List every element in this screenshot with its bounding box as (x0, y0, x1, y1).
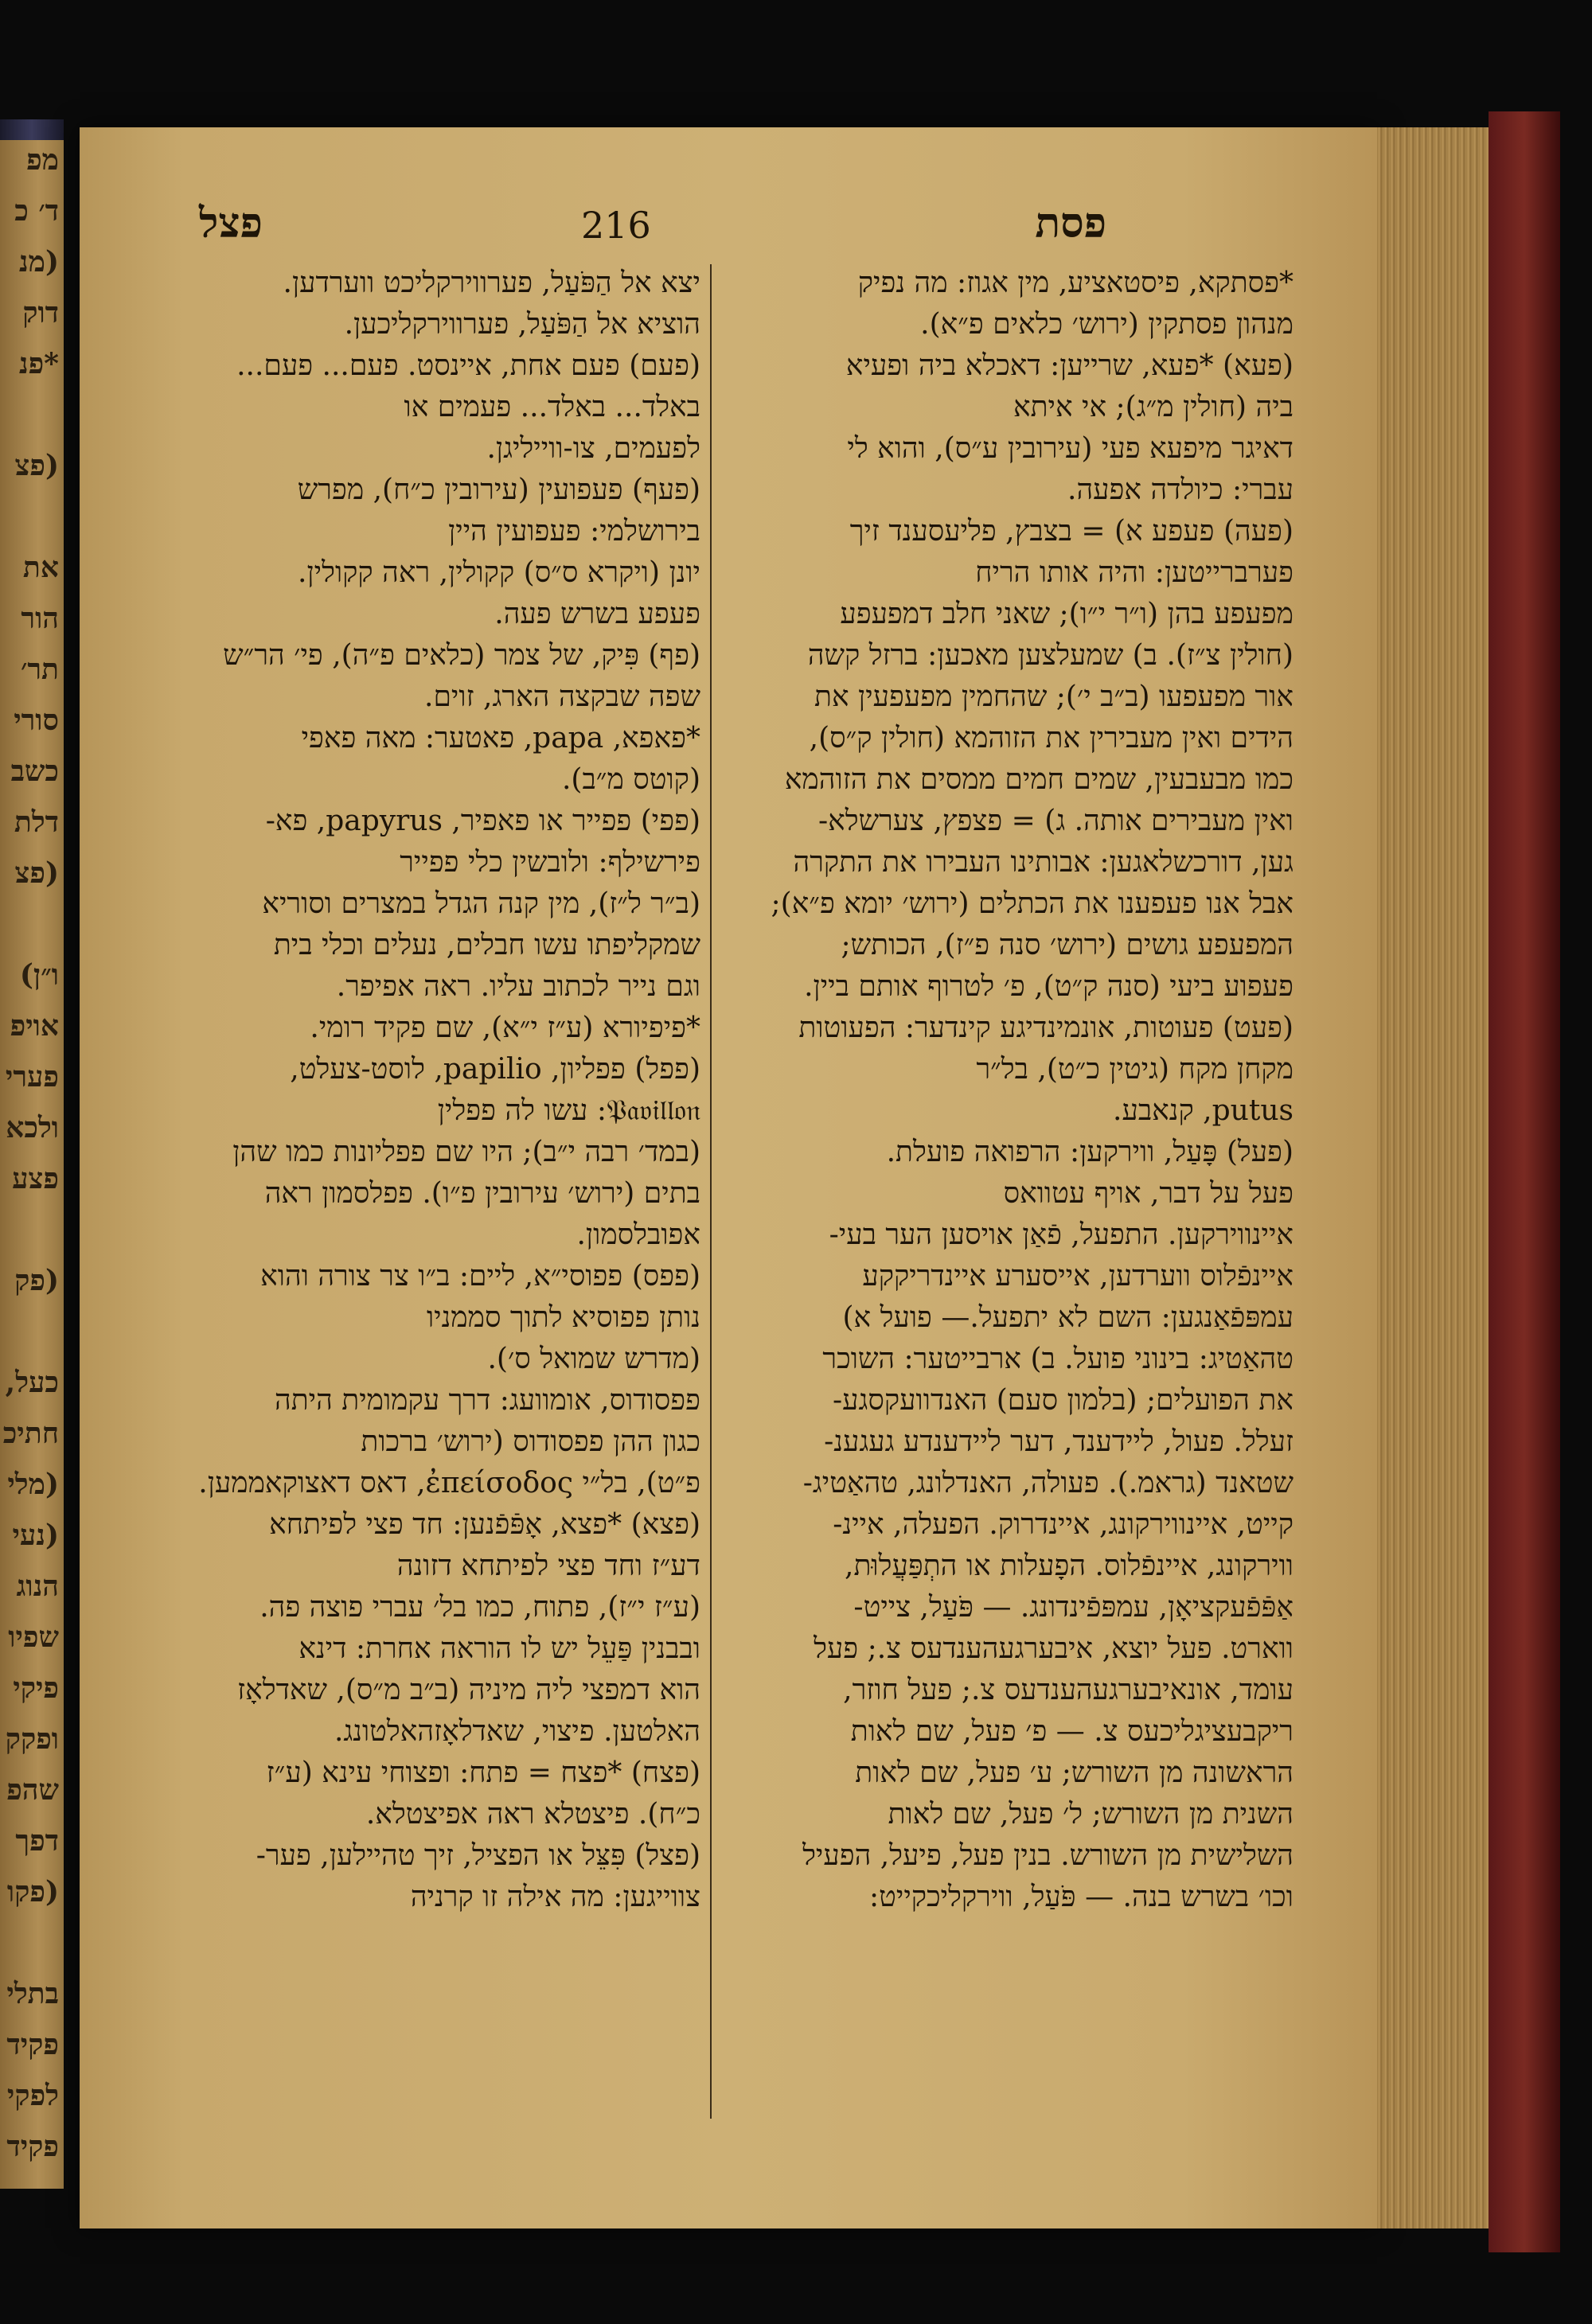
text-line: (פעט) פעוטות, אונמינדיגע קינדער: הפעוטות (798, 1012, 1294, 1044)
adjacent-page-fragment: *פנ (18, 347, 59, 380)
text-line: בתים (ירוש׳ עירובין פ״ו). פפלסמון ראה (264, 1177, 700, 1210)
text-line: שמקליפתו עשו חבלים, נעלים וכלי בית (273, 929, 700, 961)
text-line: עומד, אונאיבערגעהענדעס צ.; פעל חוזר, (843, 1674, 1294, 1706)
text-line: ווארט. פעל יוצא, איבערגעהענדעס צ.; פעל (814, 1632, 1294, 1665)
text-line: יונן (ויקרא ס״ס) קקולין, ראה קקולין. (298, 556, 700, 589)
text-line: (פעה) פעפע א) = בצבץ, פליעסענד זיך (849, 515, 1294, 548)
bookmark-strip (0, 119, 64, 140)
text-line: (פפל) פפליון, papilio, לוסט-צעלט, (290, 1053, 700, 1086)
text-line: יצא אל הַפֹּעַל, פערווירקליכט ווערדען. (283, 267, 700, 299)
adjacent-page-fragment: בתלי (6, 1977, 59, 2010)
adjacent-page-fragment: שהפ (6, 1773, 59, 1807)
adjacent-page-fragment: פקיד (6, 2130, 59, 2163)
text-line: גען, דורכשלאגען: אבותינו העבירו את התקרה (793, 846, 1294, 879)
text-line: (חולין צ״ז). ב) שמעלצען מאכען: ברזל קשה (807, 639, 1294, 672)
page-header (80, 199, 1377, 263)
adjacent-page-fragment: (פק (14, 1264, 59, 1297)
text-line: (פעם) פעם אחת, איינסט. פעם... פעם... (236, 349, 700, 382)
text-line: מקחן מקח (גיטין כ״ט), בל״ר (976, 1053, 1294, 1086)
text-line: את הפועלים; (בלמון סעם) האנדוועקסגע- (833, 1384, 1294, 1417)
text-line: דע״ז וחד פצי לפיתחא דזונה (396, 1550, 700, 1582)
text-line: כ״ח). פיצטלא ראה אפיצטלא. (365, 1798, 700, 1831)
text-line: פערברייטען: והיה אותו הריח (975, 556, 1294, 589)
text-line: (פפי) פפייר או פאפיר, papyrus, פא- (265, 805, 700, 837)
adjacent-page-fragment: הנוג (16, 1569, 59, 1603)
adjacent-page-fragment: (נעי (12, 1519, 59, 1552)
adjacent-page-fragment: כעל, (5, 1366, 59, 1399)
text-line: ביה (חולין מ״ג); אי איתא (1013, 391, 1294, 423)
adjacent-page-fragment: פערי (5, 1060, 59, 1094)
adjacent-page-fragment: מפ (26, 143, 59, 177)
text-line: פפסודוס, אומוועג: דרך עקמומית היתה (274, 1384, 700, 1417)
adjacent-page-fragment: (פצ (14, 449, 59, 482)
adjacent-page-fragment: ו״ן) (19, 958, 59, 992)
adjacent-page-fragment: הור (21, 602, 59, 635)
adjacent-page-fragment: ופקק (5, 1722, 59, 1756)
text-line: ריקבעציגליכעס צ. — פ׳ פעל, שם לאות (850, 1715, 1294, 1748)
text-line: (פצח) *פצח = פתח: ופצוחי עינא (ע״ז (266, 1757, 700, 1789)
text-line: האלטען. פיצוי, שאדלאָזהאלטונג. (334, 1715, 700, 1748)
text-line: זעלל. פעול, ליידענד, דער ליידענדע געגענ- (824, 1425, 1294, 1458)
text-line: (מדרש שמואל ס׳). (487, 1343, 700, 1375)
text-line: איינווירקען. התפעל, פֿאַן אויסען הער בעי- (829, 1219, 1294, 1251)
book-cover-edge (1489, 111, 1560, 2252)
column-divider (710, 264, 712, 2119)
text-line: טהאַטיג: בינוני פועל. ב) ארבייטער: השוכר (822, 1343, 1294, 1375)
text-line: בירושלמי: פעפועין היין (448, 515, 700, 548)
text-line: putus, קנאבע. (1113, 1094, 1294, 1127)
text-line: (פצא) *פצא, אָפּֿפֿנען: חד פצי לפיתחא (269, 1508, 700, 1541)
adjacent-page-fragment: כשב (10, 755, 59, 788)
text-line: השנית מן השורש; ל׳ פעל, שם לאות (888, 1798, 1294, 1831)
text-line: מפעפע בהן (ו״ר י״ו); שאני חלב דמפעפע (840, 598, 1294, 630)
text-line: (פעף) פעפועין (עירובין כ״ח), מפרש (297, 474, 700, 506)
adjacent-page-fragment: (פקו (6, 1875, 59, 1909)
text-line: באלד... באלד... פעמים או (404, 391, 700, 423)
adjacent-page-fragment: חתיכ (2, 1417, 59, 1450)
text-line: אַפּֿפֿעקציאָן, עמפּפֿינדונג. — פֹּעַל, צייט- (853, 1591, 1294, 1624)
adjacent-page-fragment: שפיו (8, 1620, 59, 1654)
text-line: פירשילף: ולובשין כלי פפייר (400, 846, 700, 879)
text-line: *פאפא, papa, פאטער: מאה פאפי (301, 722, 700, 755)
text-line: 𝔓𝔞𝔳𝔦𝔩𝔩𝔬𝔫: עשו לה פפלין (437, 1094, 700, 1127)
adjacent-page-fragment: את (22, 551, 59, 584)
text-line: עברי: כיולדה אפעה. (1067, 474, 1294, 506)
adjacent-page-fragment: (מנ (18, 245, 59, 279)
right-text-column (720, 263, 1294, 1918)
text-line: איינפֿלוס ווערדען, אייסערע איינדריקקע (862, 1260, 1294, 1293)
text-line: (ע״ז י״ז), פתוח, כמו בל׳ עברי פוצה פה. (259, 1591, 700, 1624)
adjacent-page-fragment: פקיד (6, 2028, 59, 2061)
adjacent-page-fragment: תר׳ (21, 653, 59, 686)
adjacent-page-fragment: דוק (22, 296, 59, 329)
text-line: הראשונה מן השורש; ע׳ פעל, שם לאות (855, 1757, 1294, 1789)
text-line: לפעמים, צו-ווייליגן. (486, 432, 700, 465)
text-line: כגון ההן פפסודוס (ירוש׳ ברכות (361, 1425, 700, 1458)
text-line: (פעא) *פעא, שרייען: דאכלא ביה ופעיא (845, 349, 1294, 382)
adjacent-page-fragment: ד׳ כ (14, 194, 59, 228)
adjacent-page-fragment: סורי (14, 704, 59, 737)
page-number: 216 (581, 204, 651, 247)
adjacent-page-fragment: ולכא (6, 1111, 59, 1144)
text-line: אור מפעפעו (ב״ב י׳); שהחמין מפעפעין את (814, 680, 1294, 713)
text-line: עמפּפֿאַנגען: השם לא יתפעל.— פועל א) (842, 1301, 1294, 1334)
header-right-catchword: פסת (1035, 199, 1106, 248)
text-line: (ב״ר ל״ז), מין קנה הגדל במצרים וסוריא (262, 887, 700, 920)
text-line: פעל על דבר, אויף עטוואס (1003, 1177, 1294, 1210)
adjacent-page-fragment: לפקי (6, 2079, 59, 2112)
adjacent-page-fragment: פיקי (13, 1671, 59, 1705)
text-line: הידים ואין מעבירין את הזוהמא (חולין ק״ס), (809, 722, 1294, 755)
adjacent-page-fragment: פצע (12, 1162, 59, 1195)
text-line: שפה שבקצה הארג, זוים. (424, 680, 700, 713)
text-line: פעפוע ביעי (סנה ק״ט), פ׳ לטרוף אותם ביין. (804, 970, 1294, 1003)
text-line: כמו מבעבעין, שמים חמים ממסים את הזוהמא (784, 763, 1294, 796)
text-line: הוא דמפצי ליה מיניה (ב״ב מ״ס), שאדלאָז (237, 1674, 700, 1706)
text-line: (פפס) פפוסי״א, ליים: ב״ו צר צורה והוא (260, 1260, 700, 1293)
text-line: *פסתקא, פיסטאציע, מין אגוז: מה נפיק (857, 267, 1294, 299)
text-line: (פצל) פִּצֵּל או הפציל, זיך טהיילען, פער- (256, 1839, 700, 1872)
adjacent-page-fragment: אויפ (10, 1009, 59, 1043)
adjacent-page-fragment: (מלי (7, 1468, 59, 1501)
text-line: ואין מעבירים אותה. ג) = פצפץ, צערשלא- (818, 805, 1294, 837)
text-line: וגם נייר לכתוב עליו. ראה אפיפר. (336, 970, 700, 1003)
adjacent-page-fragment: (פצ (14, 856, 59, 890)
text-line: אפובלסמון. (576, 1219, 700, 1251)
text-line: (במד׳ רבה י״ב); היו שם פפליונות כמו שהן (232, 1136, 700, 1168)
text-line: מנהון פסתקין (ירוש׳ כלאים פ״א). (920, 308, 1294, 341)
text-line: (פף) פִּיק, של צמר (כלאים פ״ה), פי׳ הר״ש (223, 639, 700, 672)
left-text-column (119, 263, 700, 1918)
text-line: ובבנין פַּעֵל יש לו הוראה אחרת: דינא (298, 1632, 700, 1665)
text-line: המפעפע גושים (ירוש׳ סנה פ״ז), הכותש; (841, 929, 1294, 961)
text-line: (פעל) פָּעַל, ווירקען: הרפואה פועלת. (886, 1136, 1294, 1168)
page-block-edges (1377, 127, 1489, 2228)
adjacent-page-fragment: דפך (15, 1824, 59, 1858)
header-left-catchword: פצל (199, 199, 263, 248)
text-line: פ״ט), בל״י ἐπείσοδος, דאס דאצוקאממען. (198, 1467, 700, 1499)
text-line: ווירקונג, איינפֿלוס. הפָעלות או התְפַּעֲלוּת, (845, 1550, 1294, 1582)
text-line: השלישית מן השורש. בנין פעל, פיעל, הפעיל (802, 1839, 1294, 1872)
text-line: *פיפיורא (ע״ז י״א), שם פקיד רומי. (310, 1012, 700, 1044)
text-line: (קוטס מ״ב). (561, 763, 700, 796)
adjacent-page-fragment: דלת (14, 805, 59, 839)
text-line: אבל אנו פעפענו את הכתלים (ירוש׳ יומא פ״א); (771, 887, 1294, 920)
text-line: שטאנד (גראמ.). פעולה, האנדלונג, טהאַטיג- (802, 1467, 1294, 1499)
text-line: קייט, איינווירקונג, איינדרוק. הפעלה, איינ- (833, 1508, 1294, 1541)
text-line: צווייגען: מה אילה זו קרניה (410, 1881, 700, 1913)
adjacent-page-edge (0, 119, 64, 2189)
text-line: נותן פפוסיא לתוך סממניו (426, 1301, 700, 1334)
text-line: הוציא אל הַפֹּעַל, פערווירקליכען. (344, 308, 700, 341)
text-line: וכו׳ בשרש בנה. — פֹּעַל, ווירקליכקייט: (869, 1881, 1294, 1913)
text-line: דאיגר מיפעא פעי (עירובין ע״ס), והוא לי (847, 432, 1294, 465)
text-line: פעפע בשרש פעה. (494, 598, 700, 630)
